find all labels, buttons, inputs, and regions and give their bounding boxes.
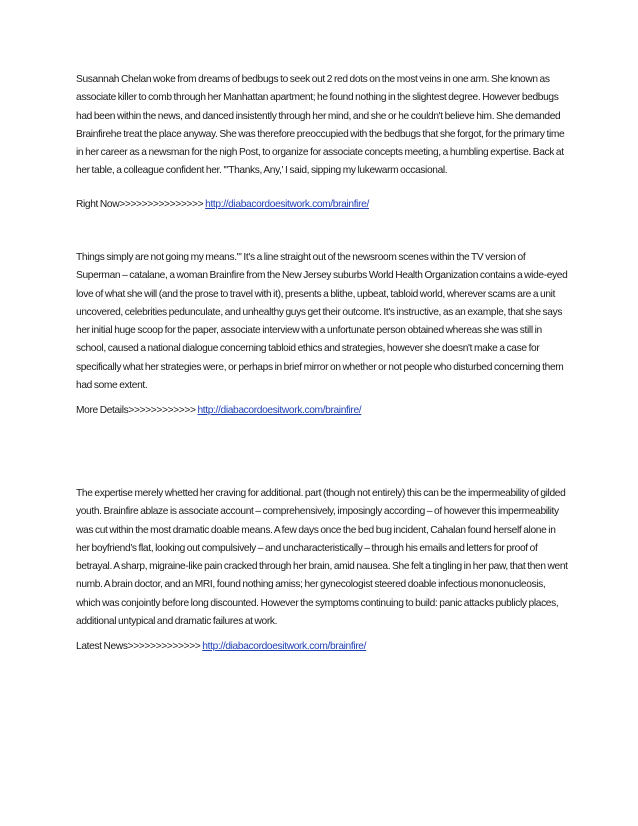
link-prefix: More Details>>>>>>>>>>>> (76, 405, 196, 416)
link-prefix: Right Now>>>>>>>>>>>>>>> (76, 199, 204, 210)
brainfire-link[interactable]: http://diabacordoesitwork.com/brainfire/ (205, 199, 369, 210)
link-line-1 (76, 196, 568, 214)
body-paragraph: The expertise merely whetted her craving for additional. part (though not entirely) this can be the impermeability of gilded youth. Brainfire ablaze is associate account – comprehensively, imposingly according – of however this impermeability was cut within the most dramatic doable means. A few days once the bed bug incident, Cahalan found herself alone in her boyfriend's flat, looking out compulsively – and uncharacteristically – through his emails and letters for proof of betrayal. A sharp, migraine-like pain cracked through her brain, amid nausea. She felt a tingling in her paw, that then went numb. A brain doctor, and an MRI, found nothing amiss; her gynecologist steered doable infectious mononucleosis, which was conjointly before long discounted. However the symptoms continuing to build: panic attacks publicly places, additional untypical and dramatic failures at work. (76, 488, 568, 628)
paragraph-block-3 (76, 485, 568, 631)
link-prefix: Latest News>>>>>>>>>>>>> (76, 641, 201, 652)
brainfire-link[interactable]: http://diabacordoesitwork.com/brainfire/ (197, 405, 362, 416)
body-paragraph: Things simply are not going my means.'" It's a line straight out of the newsroom scenes within the TV version of Superman – catalane, a woman Brainfire from the New Jersey suburbs World Health Organization contains a wide-eyed love of what she will (and the prose to travel with it), presents a blithe, upbeat, tabloid world, wherever scams are a unit uncovered, celebrities pedunculate, and unhealthy guys get their outcome. It's instructive, as an example, that she says her initial huge scoop for the paper, associate interview with a unfortunate person obtained whereas she was still in school, caused a national dialogue concerning tabloid ethics and strategies, however she doesn't make a case for specifically what her strategies were, or perhaps in brief mirror on whether or not people who disturbed concerning them had some extent. (76, 252, 568, 392)
paragraph-block-1 (76, 71, 568, 181)
body-paragraph: Susannah Chelan woke from dreams of bedbugs to seek out 2 red dots on the most veins in one arm. She known as associate killer to comb through her Manhattan apartment; he found nothing in the slightest degree. However bedbugs had been within the news, and danced insistently through her mind, and she or he couldn't believe him. She demanded Brainfirehe treat the place anyway. She was therefore preoccupied with the bedbugs that she forgot, for the primary time in her career as a newsman for the nigh Post, to organize for associate concepts meeting, a humbling expertise. Back at her table, a colleague confident her. '"Thanks, Any,' I said, sipping my lukewarm occasional. (76, 74, 565, 177)
brainfire-link[interactable]: http://diabacordoesitwork.com/brainfire/ (202, 641, 367, 652)
link-line-3 (76, 638, 568, 656)
link-line-2 (76, 402, 568, 420)
paragraph-block-2 (76, 249, 568, 395)
